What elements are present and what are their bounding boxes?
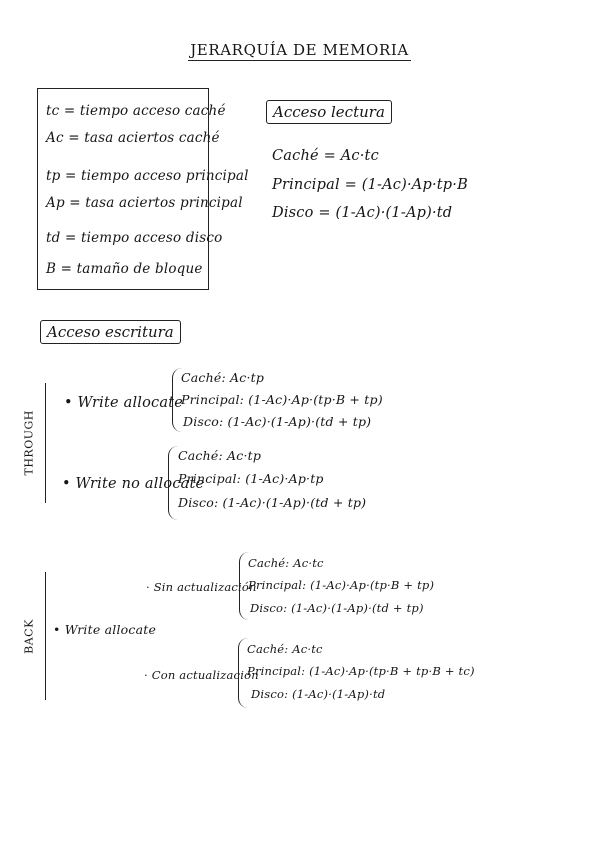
sin-disco: Disco: (1-Ac)·(1-Ap)·(td + tp): [250, 601, 424, 615]
legend-ac: Ac = tasa aciertos caché: [46, 130, 220, 146]
sin-cache: Caché: Ac·tc: [248, 556, 324, 570]
legend-b: B = tamaño de bloque: [46, 261, 203, 277]
wa-cache: Caché: Ac·tp: [181, 370, 265, 385]
wa-principal: Principal: (1-Ac)·Ap·(tp·B + tp): [181, 392, 383, 407]
con-disco: Disco: (1-Ac)·(1-Ap)·td: [251, 687, 386, 701]
back-write-allocate-label: • Write allocate: [53, 622, 157, 637]
legend-tp: tp = tiempo acceso principal: [46, 168, 249, 184]
lectura-cache: Caché = Ac·tc: [272, 148, 379, 164]
through-label: THROUGH: [22, 410, 36, 476]
escritura-heading: Acceso escritura: [40, 320, 181, 344]
write-allocate-label: • Write allocate: [64, 395, 184, 411]
wna-cache: Caché: Ac·tp: [178, 448, 262, 463]
write-no-allocate-label: • Write no allocate: [62, 476, 205, 492]
legend-td: td = tiempo acceso disco: [46, 230, 223, 246]
con-cache: Caché: Ac·tc: [247, 642, 323, 656]
through-line: [45, 383, 46, 503]
lectura-disco: Disco = (1-Ac)·(1-Ap)·td: [272, 205, 453, 221]
wa-disco: Disco: (1-Ac)·(1-Ap)·(td + tp): [183, 414, 372, 429]
lectura-principal: Principal = (1-Ac)·Ap·tp·B: [272, 177, 468, 193]
wna-disco: Disco: (1-Ac)·(1-Ap)·(td + tp): [178, 495, 367, 510]
sin-actualizacion-label: · Sin actualización: [146, 580, 257, 594]
back-label: BACK: [22, 619, 36, 654]
legend-tc: tc = tiempo acceso caché: [46, 103, 226, 119]
con-actualizacion-label: · Con actualización: [144, 668, 259, 682]
lectura-heading: Acceso lectura: [266, 100, 392, 124]
page-title: JERARQUÍA DE MEMORIA: [190, 41, 409, 59]
sin-principal: Principal: (1-Ac)·Ap·(tp·B + tp): [248, 578, 435, 592]
wna-principal: Principal: (1-Ac)·Ap·tp: [178, 471, 324, 486]
legend-ap: Ap = tasa aciertos principal: [46, 195, 243, 211]
back-line: [45, 572, 46, 700]
con-principal: Principal: (1-Ac)·Ap·(tp·B + tp·B + tc): [247, 664, 475, 678]
